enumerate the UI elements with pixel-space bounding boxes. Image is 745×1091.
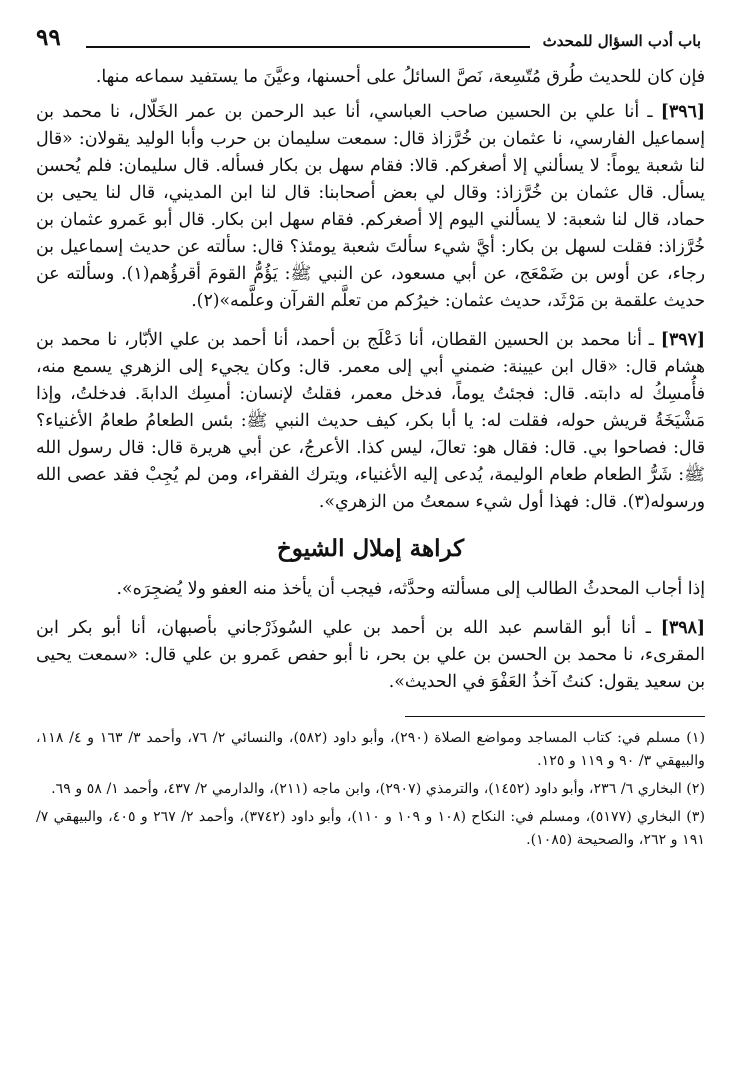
section-intro: إذا أجاب المحدثُ الطالب إلى مسألته وحدَّثه، فيجب أن يأخذ منه العفو ولا يُضجِرَه». (116, 579, 705, 599)
section-heading: كراهة إملال الشيوخ (276, 535, 465, 562)
entry-text: ـ أنا أبو القاسم عبد الله بن أحمد بن علي السُوذَرْجاني بأصبهان، أنا أبو بكر ابن المقرىء، نا محمد بن الحسن بن علي بن بحر، نا أبو حفص عَمرو بن علي قال: «سمعت يحيى بن سعيد يقول: كنتُ آخذُ العَفْوَ في الحديث». (36, 618, 705, 692)
entry-number: [٣٩٧] (660, 330, 705, 350)
footnote-1: (١) مسلم في: كتاب المساجد ومواضع الصلاة (٢٩٠)، وأبو داود (٥٨٢)، والنسائي ٢/ ٧٦، وأحمد ٣/ ١٦٣ و ٤/ ١١٨، والبيهقي ٣/ ٩٠ و ١١٩ و ١٢٥. (36, 730, 706, 769)
entry-text: ـ أنا علي بن الحسين صاحب العباسي، أنا عبد الرحمن بن عمر الخَلّال، نا محمد بن إسماعيل الفارسي، نا عثمان بن خُرَّزاذ قال: سمعت سليمان بن حرب وأبا الوليد يقولان: «قال لنا شعبة يوماً: لا يسألني إلا أصغركم. قالا: فقام سهل بن بكار فسأله. قال سليمان: فلم يُحسن يسأل. قال عثمان بن خُرَّزاذ: وقال لي بعض أصحابنا: قال لنا ابن المديني، قال لنا يحيى بن حماد، قال لنا شعبة: لا يسألني اليوم إلا أصغركم. فقام سهل ابن بكار. قال أبو عَمرو عثمان بن خُرَّزاذ: فقلت لسهل بن بكار: أيَّ شيء سألتَ شعبة يومئذ؟ قال: سألته عن حديث إسماعيل بن رجاء، عن أوس بن ضَمْعَج، عن أبي مسعود، عن النبي ﷺ: يَؤُمُّ القومَ أقرؤُهم(١). وسألته عن حديث علقمة بن مَرْثَد، حديث عثمان: خيرُكم من تعلَّم القرآن وعلَّمه»(٢). (36, 102, 705, 311)
intro-paragraph: فإن كان للحديث طُرق مُتّسِعة، نَصَّ السائلُ على أحسنها، وعيَّنَ ما يستفيد سماعه منها. (95, 67, 705, 87)
entry-text: ـ أنا محمد بن الحسين القطان، أنا دَعْلَج بن أحمد، أنا أحمد بن علي الأبّار، نا محمد بن هشام قال: «قال ابن عيينة: ضمني أبي إلى معمر. قال: وكان يجيء إلى الزهري يسمع منه، فأُمسِكُ له دابته. قال: فجئتُ يوماً، فدخل معمر، فقلتُ لإنسان: أمسِك الدابةَ. فدخلتُ، وإذا مَشْيَخَةُ قريش حوله، فقلت له: يا أبا بكر، كيف حديث النبي ﷺ: بئس الطعامُ طعامُ الأغنياء؟ قال: فصاحوا بي. قال: فقال هو: تعالَ، ليس كذا. الأعرجُ، عن أبي هريرة قال: قال رسول الله ﷺ: شَرُّ الطعام طعام الوليمة، يُدعى إليه الأغنياء، ويترك الفقراء، ومن لم يُجِبْ فقد عصى الله ورسوله(٣). قال: فهذا أول شيء سمعتُ من الزهري». (36, 330, 705, 512)
footnotes (36, 727, 705, 852)
footnote-2: (٢) البخاري ٦/ ٢٣٦، وأبو داود (١٤٥٢)، والترمذي (٢٩٠٧)، وابن ماجه (٢١١)، والدارمي ٢/ ٤٣٧، وأحمد ١/ ٥٨ و ٦٩. (51, 781, 705, 797)
entry-number: [٣٩٨] (660, 618, 705, 638)
book-page (36, 22, 705, 1071)
footnote-3: (٣) البخاري (٥١٧٧)، ومسلم في: النكاح (١٠٨ و ١٠٩ و ١١٠)، وأبو داود (٣٧٤٢)، وأحمد ٢/ ٢٦٧ و ٤٠٥، والبيهقي ٧/ ١٩١ و ٢٦٢، والصحيحة (١٠٨٥). (36, 809, 706, 848)
hadith-entry-397 (36, 327, 705, 516)
hadith-entry-396 (36, 99, 705, 315)
hadith-entry-398 (36, 615, 705, 696)
header-rule (86, 46, 530, 48)
footnote-divider (405, 716, 705, 717)
page-number: ٩٩ (36, 24, 61, 51)
page-header (36, 22, 705, 56)
entry-number: [٣٩٦] (660, 102, 705, 122)
running-head: باب أدب السؤال للمحدث (542, 32, 701, 50)
